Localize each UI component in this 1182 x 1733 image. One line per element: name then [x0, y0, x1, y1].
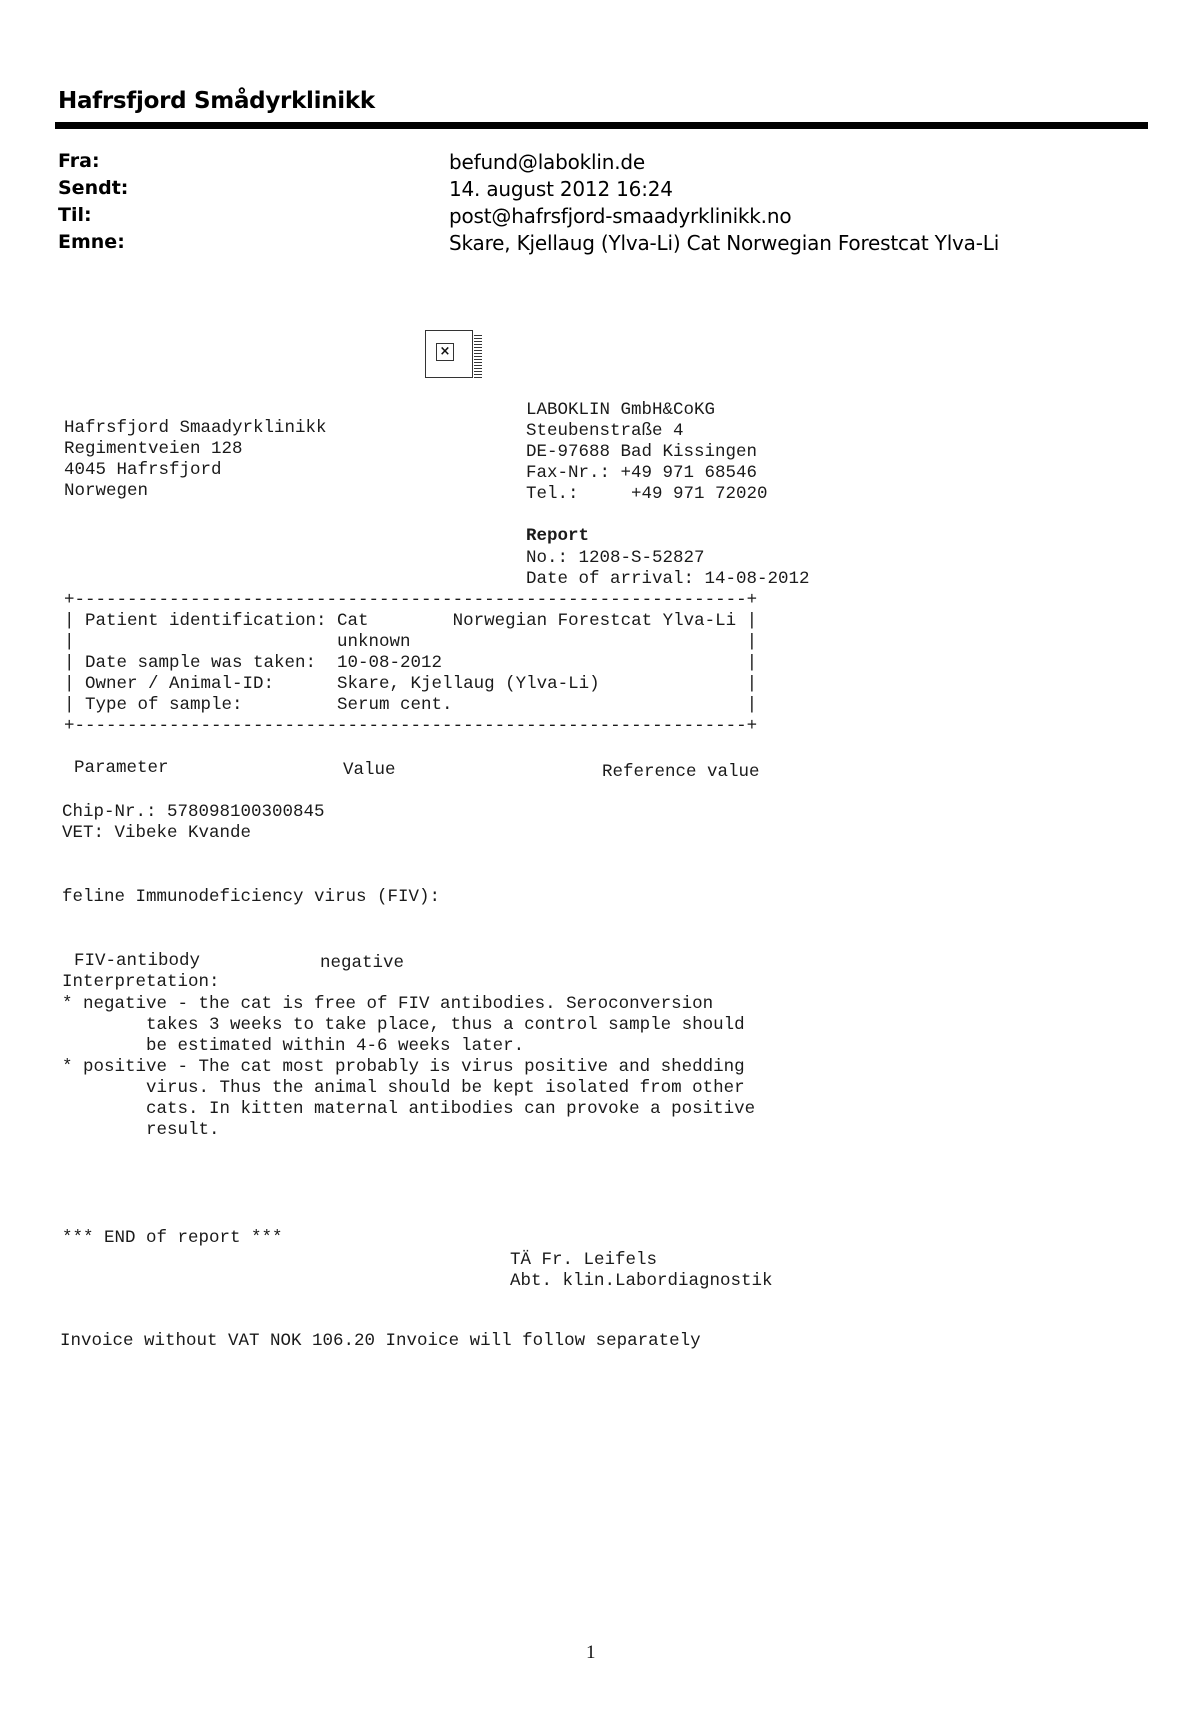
patient-box-row-identification: | Patient identification: Cat Norwegian Forestcat Ylva-Li |	[64, 611, 758, 631]
recipient-line-4: Norwegen	[64, 481, 149, 501]
report-number: No.: 1208-S-52827	[526, 548, 705, 568]
signature-line-2: Abt. klin.Labordiagnostik	[510, 1271, 773, 1291]
test-heading: feline Immunodeficiency virus (FIV):	[62, 887, 441, 907]
from-value[interactable]: befund@laboklin.de	[449, 150, 645, 174]
signature-line-1: TÄ Fr. Leifels	[510, 1250, 658, 1270]
page-number: 1	[586, 1642, 596, 1663]
subject-value: Skare, Kjellaug (Ylva-Li) Cat Norwegian Forestcat Ylva-Li	[449, 231, 1000, 255]
patient-box-row-owner: | Owner / Animal-ID: Skare, Kjellaug (Ylva-Li) |	[64, 674, 758, 694]
interpretation-line: virus. Thus the animal should be kept isolated from other	[62, 1078, 745, 1098]
sent-label: Sendt:	[58, 177, 129, 199]
interpretation-line: result.	[62, 1120, 220, 1140]
result-parameter: FIV-antibody	[74, 951, 201, 971]
to-label: Til:	[58, 204, 92, 226]
interpretation-line: * positive - The cat most probably is virus positive and shedding	[62, 1057, 745, 1077]
report-arrival-date: Date of arrival: 14-08-2012	[526, 569, 810, 589]
vet-name: VET: Vibeke Kvande	[62, 823, 252, 843]
patient-box-row-sample-type: | Type of sample: Serum cent. |	[64, 695, 758, 715]
result-value: negative	[320, 953, 405, 973]
chip-number: Chip-Nr.: 578098100300845	[62, 802, 325, 822]
sent-value: 14. august 2012 16:24	[449, 177, 673, 201]
from-label: Fra:	[58, 150, 100, 172]
clinic-header-title: Hafrsfjord Smådyrklinikk	[58, 88, 375, 114]
lab-line-2: Steubenstraße 4	[526, 421, 684, 441]
header-divider	[55, 122, 1148, 129]
report-title: Report	[526, 526, 590, 546]
end-of-report: *** END of report ***	[62, 1228, 283, 1248]
lab-line-1: LABOKLIN GmbH&CoKG	[526, 400, 716, 420]
interpretation-heading: Interpretation:	[62, 972, 220, 992]
column-header-parameter: Parameter	[74, 758, 169, 778]
invoice-note: Invoice without VAT NOK 106.20 Invoice will follow separately	[60, 1331, 701, 1351]
lab-line-3: DE-97688 Bad Kissingen	[526, 442, 758, 462]
interpretation-line: be estimated within 4-6 weeks later.	[62, 1036, 525, 1056]
interpretation-line: cats. In kitten maternal antibodies can provoke a positive	[62, 1099, 756, 1119]
column-header-reference: Reference value	[602, 762, 760, 782]
to-value[interactable]: post@hafrsfjord-smaadyrklinikk.no	[449, 204, 792, 228]
broken-image-icon	[425, 330, 473, 378]
recipient-line-2: Regimentveien 128	[64, 439, 243, 459]
patient-box-row-unknown: | unknown |	[64, 632, 758, 652]
patient-box-top-border: +----------------------------------------------------------------+	[64, 590, 758, 610]
recipient-line-3: 4045 Hafrsfjord	[64, 460, 222, 480]
lab-line-5: Tel.: +49 971 72020	[526, 484, 768, 504]
broken-image-scale	[474, 335, 482, 379]
column-header-value: Value	[343, 760, 396, 780]
patient-box-bottom-border: +----------------------------------------------------------------+	[64, 716, 758, 736]
broken-image-x-icon: ×	[436, 343, 454, 361]
recipient-line-1: Hafrsfjord Smaadyrklinikk	[64, 418, 327, 438]
subject-label: Emne:	[58, 231, 125, 253]
patient-box-row-sample-date: | Date sample was taken: 10-08-2012 |	[64, 653, 758, 673]
interpretation-line: takes 3 weeks to take place, thus a control sample should	[62, 1015, 745, 1035]
interpretation-line: * negative - the cat is free of FIV antibodies. Seroconversion	[62, 994, 714, 1014]
lab-line-4: Fax-Nr.: +49 971 68546	[526, 463, 758, 483]
